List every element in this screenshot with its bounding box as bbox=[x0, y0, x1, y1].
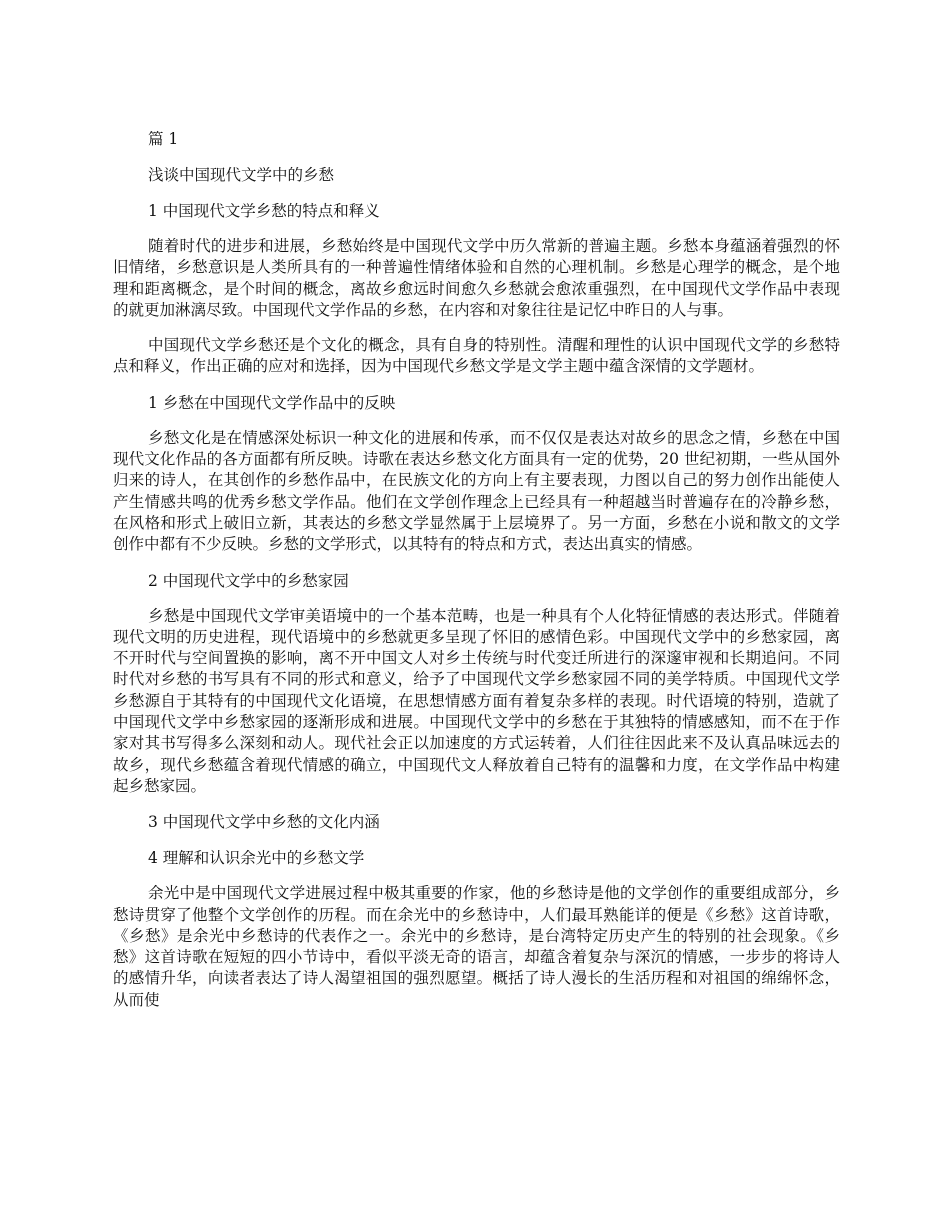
body-paragraph: 余光中是中国现代文学进展过程中极其重要的作家，他的乡愁诗是他的文学创作的重要组成部分，乡愁诗贯穿了他整个文学创作的历程。而在余光中的乡愁诗中，人们最耳熟能详的便是《乡愁》这首诗歌，《乡愁》是余光中乡愁诗的代表作之一。余光中的乡愁诗，是台湾特定历史产生的特别的社会现象。《乡愁》这首诗歌在短短的四小节诗中，看似平淡无奇的语言，却蕴含着复杂与深沉的情感，一步步的将诗人的感情升华，向读者表达了诗人渴望祖国的强烈愿望。概括了诗人漫长的生活历程和对祖国的绵绵怀念，从而使 bbox=[113, 884, 840, 1009]
section-label: 篇 1 bbox=[148, 130, 179, 148]
section-heading: 2 中国现代文学中的乡愁家园 bbox=[148, 571, 349, 590]
section-heading: 1 中国现代文学乡愁的特点和释义 bbox=[148, 202, 380, 220]
body-paragraph: 乡愁是中国现代文学审美语境中的一个基本范畴，也是一种具有个人化特征情感的表达形式。伴随着现代文明的历史进程，现代语境中的乡愁就更多呈现了怀旧的感情色彩。中国现代文学中的乡愁家园，离不开时代与空间置换的影响，离不开中国文人对乡土传统与时代变迁所进行的深邃审视和长期追问。不同时代对乡愁的书写具有不同的形式和意义，给予了中国现代文学乡愁家园不同的美学特质。中国现代文学乡愁源自于其特有的中国现代文化语境，在思想情感方面有着复杂多样的表现。时代语境的特别，造就了中国现代文学中乡愁家园的逐渐形成和进展。中国现代文学中的乡愁在于其独特的情感感知，而不在于作家对其书写得多么深刻和动人。现代社会正以加速度的方式运转着，人们往往因此来不及认真品味远去的故乡，现代乡愁蕴含着现代情感的确立，中国现代文人释放着自己特有的温馨和力度，在文学作品中构建起乡愁家园。 bbox=[113, 606, 840, 795]
body-paragraph: 乡愁文化是在情感深处标识一种文化的进展和传承，而不仅仅是表达对故乡的思念之情，乡愁在中国现代文化作品的各方面都有所反映。诗歌在表达乡愁文化方面具有一定的优势，20 世纪初期，一些从国外归来的诗人，在其创作的乡愁作品中，在民族文化的方向上有主要表现，力图以自己的努力创作出能使人产生情感共鸣的优秀乡愁文学作品。他们在文学创作理念上已经具有一种超越当时普遍存在的冷静乡愁，在风格和形式上破旧立新，其表达的乡愁文学显然属于上层境界了。另一方面，乡愁在小说和散文的文学创作中都有不少反映。乡愁的文学形式，以其特有的特点和方式，表达出真实的情感。 bbox=[113, 428, 840, 554]
document-title: 浅谈中国现代文学中的乡愁 bbox=[148, 166, 335, 184]
body-paragraph: 随着时代的进步和进展，乡愁始终是中国现代文学中历久常新的普遍主题。乡愁本身蕴涵着强烈的怀旧情绪，乡愁意识是人类所具有的一种普遍性情绪体验和自然的心理机制。乡愁是心理学的概念，是个地理和距离概念，是个时间的概念，离故乡愈远时间愈久乡愁就会愈浓重强烈，在中国现代文学作品中表现的就更加淋漓尽致。中国现代文学作品的乡愁，在内容和对象往往是记忆中昨日的人与事。 bbox=[113, 237, 840, 319]
section-heading: 1 乡愁在中国现代文学作品中的反映 bbox=[148, 393, 396, 412]
section-heading: 4 理解和认识余光中的乡愁文学 bbox=[148, 849, 365, 868]
document-page bbox=[113, 128, 840, 1011]
body-paragraph: 中国现代文学乡愁还是个文化的概念，具有自身的特别性。清醒和理性的认识中国现代文学的乡愁特点和释义，作出正确的应对和选择，因为中国现代乡愁文学是文学主题中蕴含深情的文学题材。 bbox=[113, 336, 840, 376]
section-heading: 3 中国现代文学中乡愁的文化内涵 bbox=[148, 813, 380, 832]
